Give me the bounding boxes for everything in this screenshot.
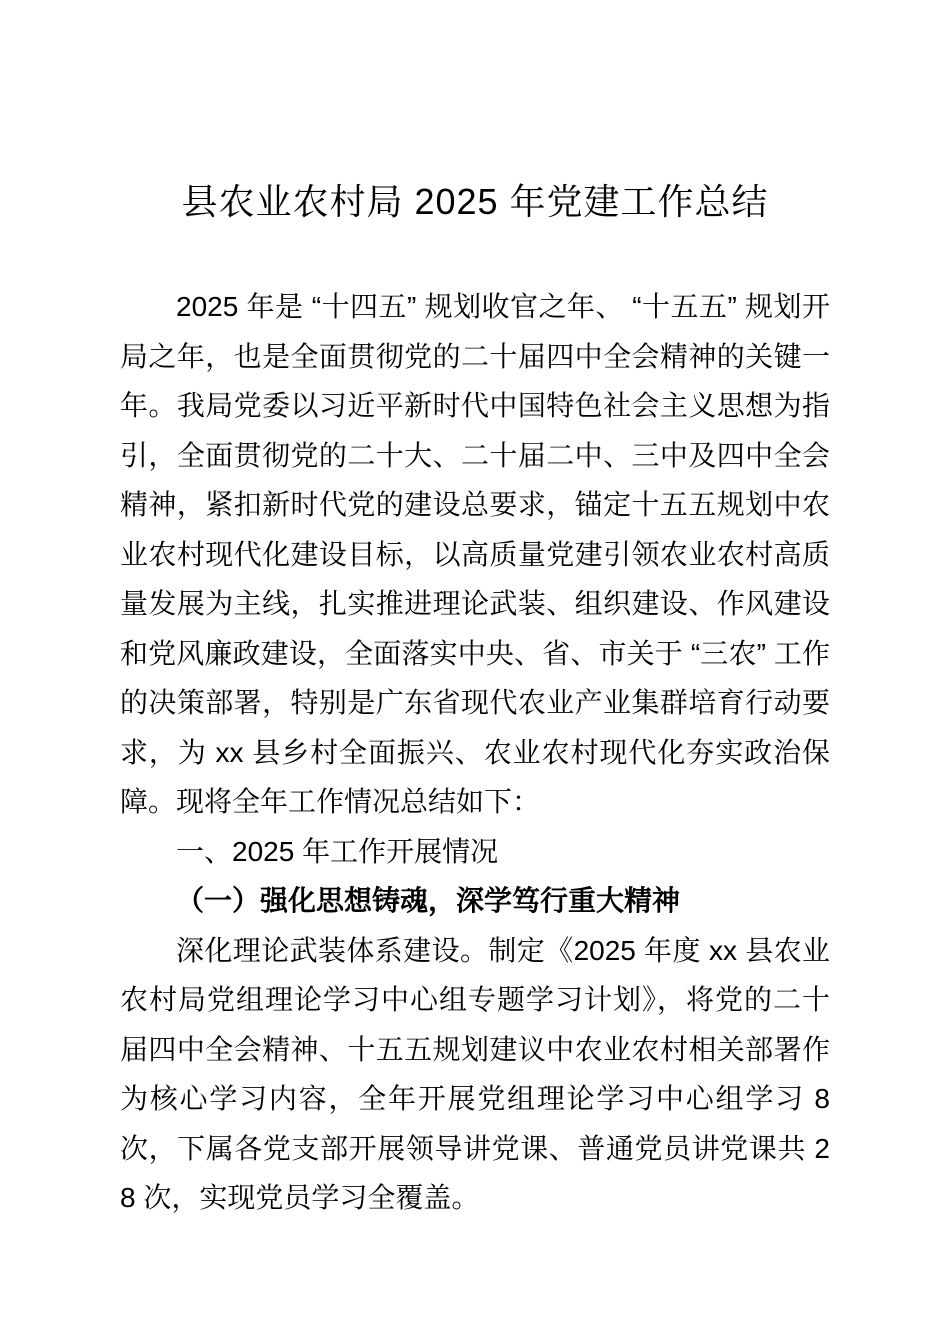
section-heading: 一、2025 年工作开展情况 — [176, 835, 499, 867]
intro-paragraph: 2025 年是 “十四五” 规划收官之年、 “十五五” 规划开局之年，也是全面贯彻党的二十届四中全会精神的关键一年。我局党委以习近平新时代中国特色社会主义思想为指引，全面贯彻党的二十大、二十届二中、三中及四中全会精神，紧扣新时代党的建设总要求，锚定十五五规划中农业农村现代化建设目标，以高质量党建引领农业农村高质量发展为主线，扎实推进理论武装、组织建设、作风建设和党风廉政建设，全面落实中央、省、市关于 “三农” 工作的决策部署，特别是广东省现代农业产业集群培育行动要求，为 xx 县乡村全面振兴、农业农村现代化夯实政治保障。现将全年工作情况总结如下： — [120, 291, 830, 817]
sub-heading: （一）强化思想铸魂，深学笃行重大精神 — [176, 885, 681, 916]
body-paragraph: 深化理论武装体系建设。制定《2025 年度 xx 县农业农村局党组理论学习中心组专题学习计划》，将党的二十届四中全会精神、十五五规划建议中农业农村相关部署作为核心学习内容，全年开展党组理论学习中心组学习 8 次，下属各党支部开展领导讲党课、普通党员讲党课共 28 次，实现党员学习全覆盖。 — [120, 934, 830, 1213]
document-title: 县农业农村局 2025 年党建工作总结 — [181, 181, 769, 222]
